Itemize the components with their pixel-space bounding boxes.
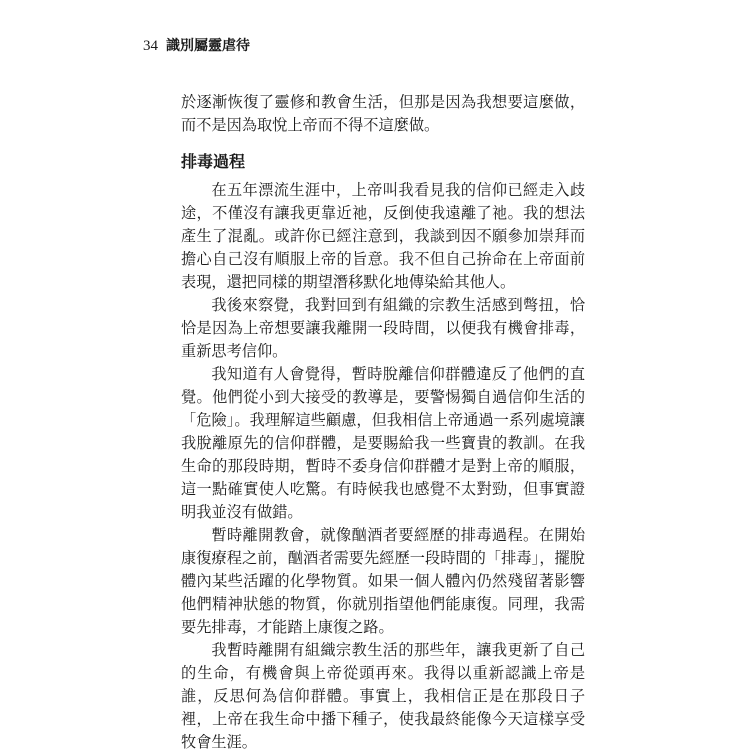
body-paragraph: 暫時離開教會，就像酗酒者要經歷的排毒過程。在開始康復療程之前，酗酒者需要先經歷一段時間的「排毒」，擺脫體內某些活躍的化學物質。如果一個人體內仍然殘留著影響他們精神狀態的物質，你就別指望他們能康復。同理，我需要先排毒，才能踏上康復之路。 (181, 526, 585, 636)
book-title: 識別屬靈虐待 (166, 38, 250, 54)
body-paragraph: 我知道有人會覺得，暫時脫離信仰群體違反了他們的直覺。他們從小到大接受的教導是，要警惕獨自過信仰生活的「危險」。我理解這些顧慮，但我相信上帝通過一系列處境讓我脫離原先的信仰群體，是要賜給我一些寶貴的教訓。在我生命的那段時期，暫時不委身信仰群體才是對上帝的順服，這一點確實使人吃驚。有時候我也感覺不太對勁，但事實證明我並沒有做錯。 (181, 365, 585, 521)
continued-paragraph-block (181, 91, 585, 137)
running-header (143, 36, 250, 55)
body-paragraph: 我暫時離開有組織宗教生活的那些年，讓我更新了自己的生命，有機會與上帝從頭再來。我得以重新認識上帝是誰，反思何為信仰群體。事實上，我相信正是在那段日子裡，上帝在我生命中播下種子，使我最終能像今天這樣享受牧會生涯。 (181, 641, 585, 751)
page-number: 34 (143, 38, 158, 54)
section-heading: 排毒過程 (181, 152, 246, 171)
body-paragraph: 在五年漂流生涯中，上帝叫我看見我的信仰已經走入歧途，不僅沒有讓我更靠近祂，反倒使我遠離了祂。我的想法產生了混亂。或許你已經注意到，我談到因不願參加崇拜而擔心自己沒有順服上帝的旨意。我不但自己拚命在上帝面前表現，還把同樣的期望潛移默化地傳染給其他人。 (181, 181, 585, 291)
continued-paragraph: 於逐漸恢復了靈修和教會生活，但那是因為我想要這麼做，而不是因為取悅上帝而不得不這麼做。 (181, 93, 585, 134)
section-detox-process (181, 151, 585, 754)
body-paragraph: 我後來察覺，我對回到有組織的宗教生活感到彆扭，恰恰是因為上帝想要讓我離開一段時間，以便我有機會排毒，重新思考信仰。 (181, 296, 585, 360)
